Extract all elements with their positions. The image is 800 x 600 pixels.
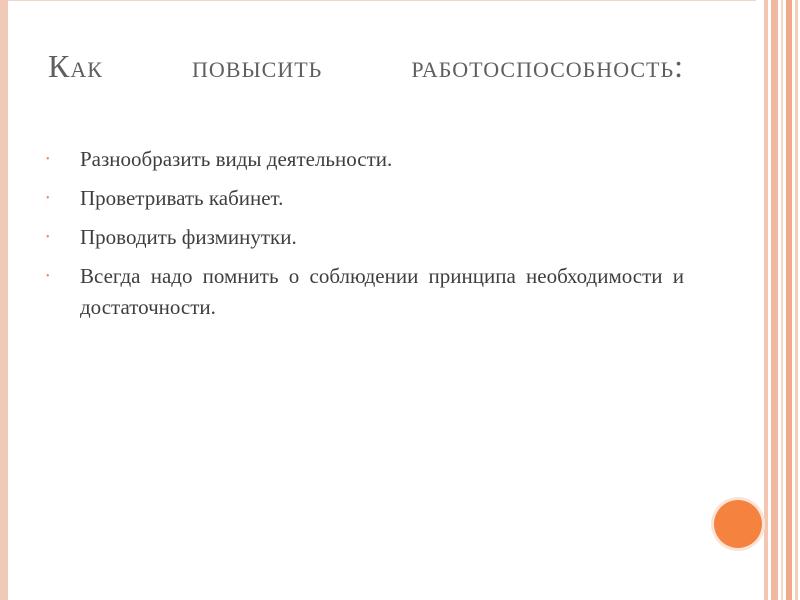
list-item bbox=[44, 222, 684, 253]
left-border-band bbox=[0, 0, 8, 600]
list-item bbox=[44, 261, 684, 323]
title-word: работоспособность: bbox=[411, 48, 684, 84]
stripe bbox=[771, 0, 778, 600]
frame-top-line bbox=[8, 0, 756, 1]
bullet-icon: • bbox=[46, 271, 50, 282]
title-word: Как bbox=[48, 48, 103, 84]
decorative-circle bbox=[714, 500, 762, 548]
list-item-text: Разнообразить виды деятельности. bbox=[80, 147, 393, 171]
right-decorative-stripes bbox=[756, 0, 800, 600]
list-item-text: Всегда надо помнить о соблюдении принципа необходимости и достаточности. bbox=[80, 264, 684, 319]
list-item-text: Проводить физминутки. bbox=[80, 225, 297, 249]
bullet-icon: • bbox=[46, 193, 50, 204]
list-item bbox=[44, 183, 684, 214]
list-item-text: Проветривать кабинет. bbox=[80, 186, 284, 210]
stripe bbox=[795, 0, 798, 600]
list-item bbox=[44, 144, 684, 175]
stripe bbox=[786, 0, 792, 600]
stripe bbox=[781, 0, 783, 600]
stripe bbox=[764, 0, 768, 600]
bullet-list bbox=[44, 144, 684, 331]
title-word: повысить bbox=[192, 48, 323, 84]
bullet-icon: • bbox=[46, 232, 50, 243]
slide-title bbox=[48, 36, 684, 96]
bullet-icon: • bbox=[46, 154, 50, 165]
